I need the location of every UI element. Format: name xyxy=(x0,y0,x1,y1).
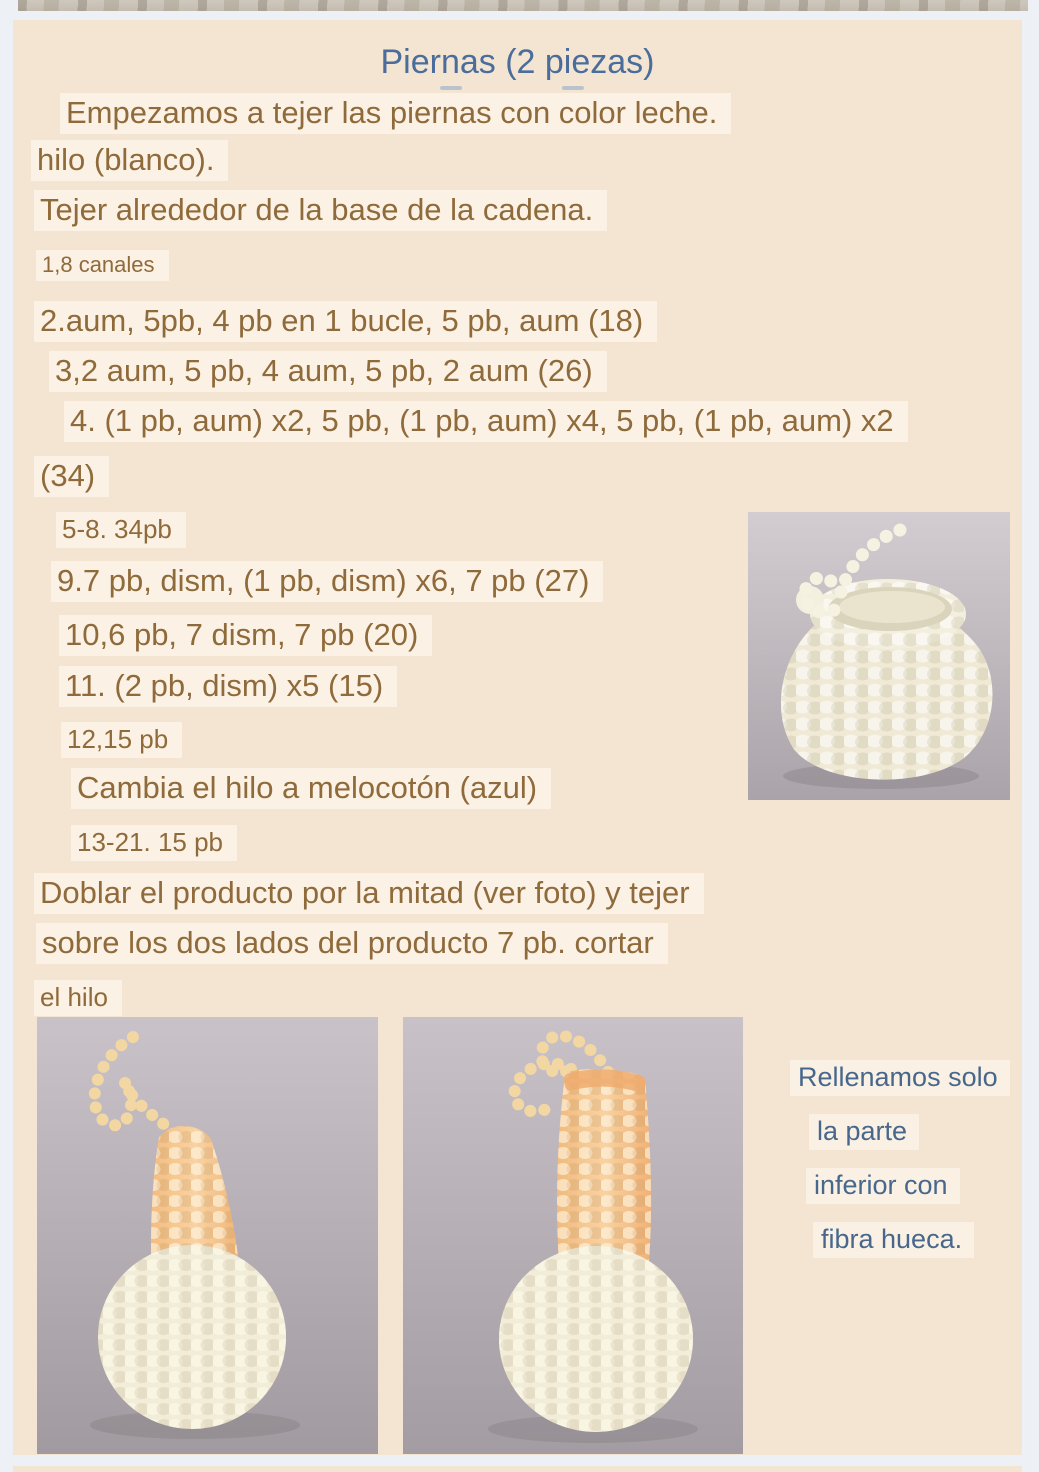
pattern-line: 11. (2 pb, dism) x5 (15) xyxy=(59,668,397,704)
next-page-edge xyxy=(13,1466,1022,1472)
pattern-line: Empezamos a tejer las piernas con color leche. xyxy=(60,95,731,131)
pattern-line: sobre los dos lados del producto 7 pb. cortar xyxy=(36,925,668,961)
pattern-line: (34) xyxy=(34,458,109,494)
pattern-line: 5-8. 34pb xyxy=(56,514,186,545)
pattern-line: 9.7 pb, dism, (1 pb, dism) x6, 7 pb (27) xyxy=(51,563,603,599)
pattern-line: 4. (1 pb, aum) x2, 5 pb, (1 pb, aum) x4, 5 pb, (1 pb, aum) x2 xyxy=(64,403,908,439)
page-title: Piernas (2 piezas) xyxy=(380,43,655,81)
pattern-line: 13-21. 15 pb xyxy=(71,827,237,858)
side-note-line: la parte xyxy=(809,1116,919,1147)
leg-folded-illustration xyxy=(37,1017,378,1454)
side-note-line: fibra hueca. xyxy=(813,1224,974,1255)
pattern-line: el hilo xyxy=(34,982,122,1013)
document-page xyxy=(13,20,1022,1455)
pattern-line: Doblar el producto por la mitad (ver foto) y tejer xyxy=(34,875,704,911)
photo-leg-front xyxy=(403,1017,743,1454)
photo-white-bootie xyxy=(748,512,1010,800)
white-bootie-illustration xyxy=(748,512,1010,800)
pattern-line: Cambia el hilo a melocotón (azul) xyxy=(71,770,551,806)
previous-photo-edge xyxy=(18,0,1028,11)
photo-leg-folded xyxy=(37,1017,378,1454)
pattern-line: Tejer alrededor de la base de la cadena. xyxy=(34,192,607,228)
pattern-line: 1,8 canales xyxy=(36,252,169,278)
leg-front-illustration xyxy=(403,1017,743,1454)
pattern-line: 12,15 pb xyxy=(61,724,182,755)
pattern-line: 2.aum, 5pb, 4 pb en 1 bucle, 5 pb, aum (18) xyxy=(34,303,657,339)
pattern-line: 3,2 aum, 5 pb, 4 aum, 5 pb, 2 aum (26) xyxy=(49,353,607,389)
side-note-line: Rellenamos solo xyxy=(790,1062,1010,1093)
pattern-line: 10,6 pb, 7 dism, 7 pb (20) xyxy=(59,617,432,653)
underline-artifact xyxy=(440,86,462,90)
side-note-line: inferior con xyxy=(806,1170,960,1201)
underline-artifact xyxy=(562,86,584,90)
pattern-line: hilo (blanco). xyxy=(31,142,228,178)
